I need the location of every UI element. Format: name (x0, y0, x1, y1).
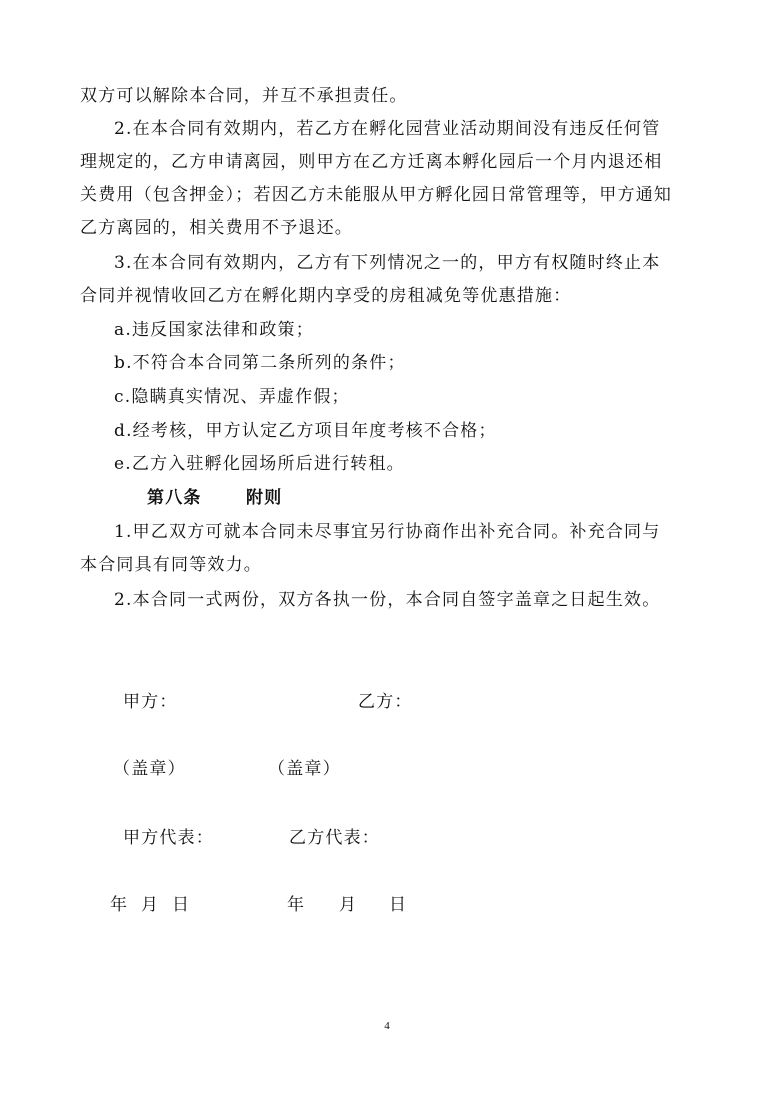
list-item-d: d.经考核，甲方认定乙方项目年度考核不合格； (114, 421, 497, 441)
party-b-label: 乙方： (358, 692, 413, 712)
list-item-c: c.隐瞒真实情况、弄虚作假； (114, 387, 350, 407)
supplement-line-2: 本合同具有同等效力。 (80, 555, 262, 575)
list-item-a: a.违反国家法律和政策； (114, 320, 314, 340)
section-title: 附则 (246, 488, 283, 508)
section-number: 第八条 (147, 488, 202, 508)
party-b-seal: （盖章） (268, 759, 341, 779)
party-a-representative: 甲方代表： (123, 828, 214, 848)
party-a-day: 日 (172, 895, 191, 915)
clause-2-line-4: 乙方离园的，相关费用不予退还。 (80, 218, 353, 238)
list-item-e: e.乙方入驻孵化园场所后进行转租。 (114, 454, 405, 474)
party-b-year: 年 (287, 895, 306, 915)
party-a-year: 年 (110, 895, 129, 915)
party-b-day: 日 (389, 895, 408, 915)
list-item-b: b.不符合本合同第二条所列的条件； (114, 353, 406, 373)
party-a-label: 甲方： (123, 692, 178, 712)
party-b-representative: 乙方代表： (289, 828, 380, 848)
clause-2-line-2: 理规定的，乙方申请离园，则甲方在乙方迁离本孵化园后一个月内退还相 (80, 152, 663, 172)
paragraph-continuation: 双方可以解除本合同，并互不承担责任。 (80, 86, 408, 106)
party-a-month: 月 (141, 895, 160, 915)
page-number: 4 (384, 1020, 390, 1032)
clause-3-line-1: 3.在本合同有效期内，乙方有下列情况之一的，甲方有权随时终止本 (114, 253, 661, 273)
effectiveness-clause: 2.本合同一式两份，双方各执一份，本合同自签字盖章之日起生效。 (114, 590, 661, 610)
party-a-seal: （盖章） (113, 759, 186, 779)
clause-3-line-2: 合同并视情收回乙方在孵化期内享受的房租减免等优惠措施： (80, 286, 572, 306)
clause-2-line-3: 关费用（包含押金）；若因乙方未能服从甲方孵化园日常管理等，甲方通知 (80, 185, 673, 205)
party-b-month: 月 (339, 895, 358, 915)
supplement-line-1: 1.甲乙双方可就本合同未尽事宜另行协商作出补充合同。补充合同与 (114, 522, 661, 542)
clause-2-line-1: 2.在本合同有效期内，若乙方在孵化园营业活动期间没有违反任何管 (114, 119, 661, 139)
